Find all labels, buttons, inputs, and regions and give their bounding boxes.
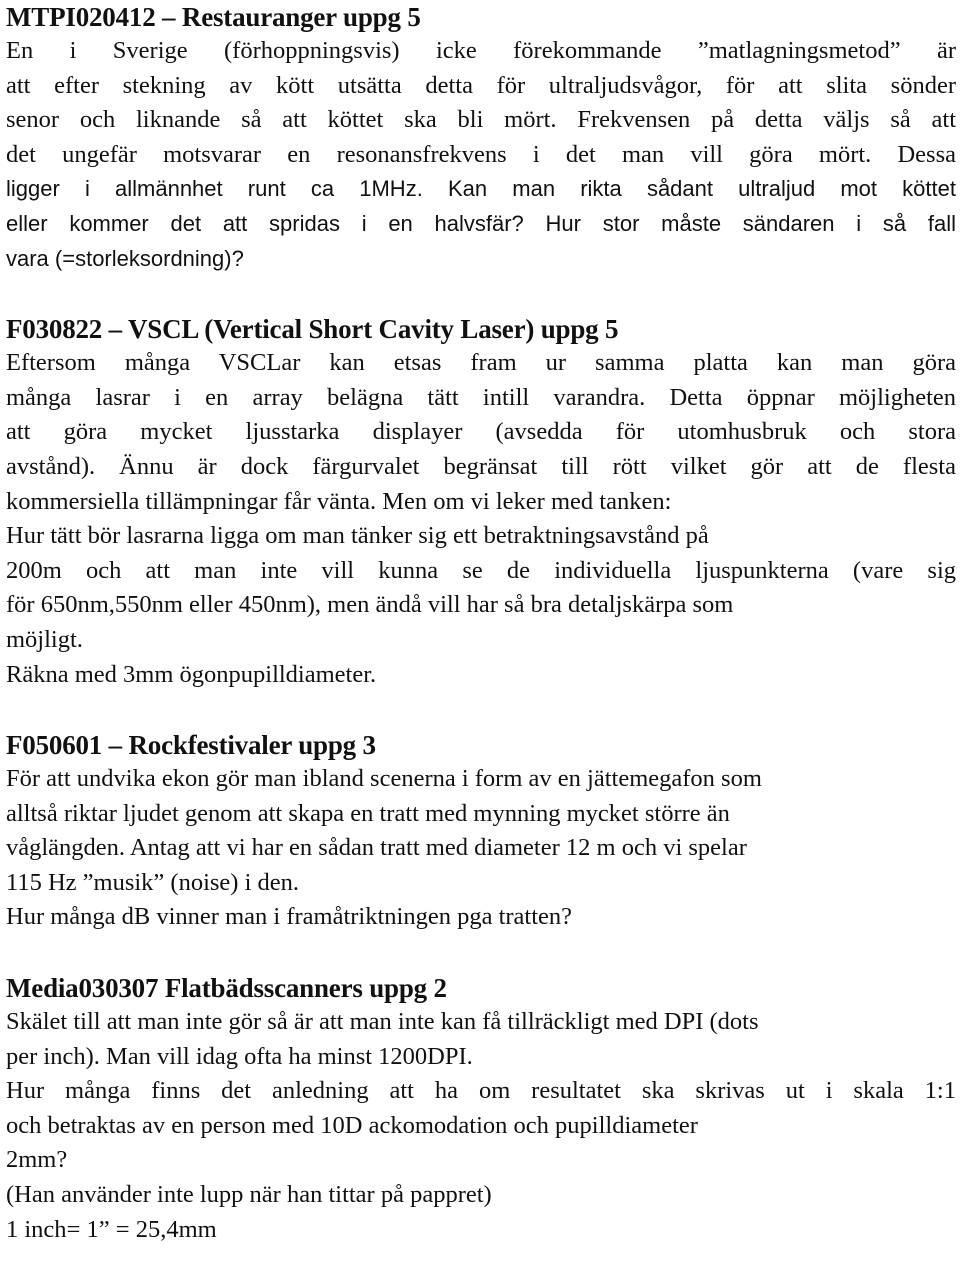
text-line: möjligt. [6,625,83,653]
text-line: Hur många dB vinner man i framåtriktningen pga tratten? [6,903,573,931]
text-line: senor och liknande så att köttet ska bli mört. Frekvensen på detta väljs så att [6,106,956,134]
text-line: det ungefär motsvarar en resonansfrekvens i det man vill göra mört. Dessa [6,140,956,168]
text-line: avstånd). Ännu är dock färgurvalet begränsat till rött vilket gör att de flesta [6,452,956,480]
text-line: för 650nm,550nm eller 450nm), men ändå vill har så bra detaljskärpa som [6,591,734,619]
text-line: Hur många finns det anledning att ha om resultatet ska skrivas ut i skala 1:1 [6,1077,956,1105]
text-line: att efter stekning av kött utsätta detta för ultraljudsvågor, för att slita sönder [6,71,956,99]
section-spacer [6,692,956,728]
text-line: Hur tätt bör lasrarna ligga om man tänker sig ett betraktningsavstånd på [6,522,709,550]
problem-section-flatbadsscanners [6,971,956,1247]
section-spacer [6,276,956,312]
text-line: 1 inch= 1” = 25,4mm [6,1215,217,1243]
text-line: (Han använder inte lupp när han tittar på pappret) [6,1181,492,1209]
section-heading: F050601 – Rockfestivaler uppg 3 [6,730,376,761]
document-page [6,0,956,1247]
problem-section-rockfestivaler [6,728,956,935]
section-heading: F030822 – VSCL (Vertical Short Cavity Laser) uppg 5 [6,314,619,345]
text-line: kommersiella tillämpningar får vänta. Men om vi leker med tanken: [6,487,672,515]
text-line: vara (=storleksordning)? [6,245,244,271]
text-line: Eftersom många VSCLar kan etsas fram ur samma platta kan man göra [6,349,956,377]
section-spacer [6,935,956,971]
text-line: Räkna med 3mm ögonpupilldiameter. [6,660,377,688]
problem-section-vscl [6,312,956,692]
text-line: eller kommer det att spridas i en halvsfär? Hur stor måste sändaren i så fall [6,210,956,236]
text-line: En i Sverige (förhoppningsvis) icke förekommande ”matlagningsmetod” är [6,37,956,64]
problem-section-restauranger [6,0,956,276]
text-line: 115 Hz ”musik” (noise) i den. [6,868,300,896]
section-heading: Media030307 Flatbädsscanners uppg 2 [6,973,447,1004]
text-line: 2mm? [6,1146,68,1174]
text-line: och betraktas av en person med 10D ackomodation och pupilldiameter [6,1111,698,1139]
text-line: 200m och att man inte vill kunna se de individuella ljuspunkterna (vare sig [6,556,956,584]
text-line: per inch). Man vill idag ofta ha minst 1200DPI. [6,1042,473,1070]
text-line: våglängden. Antag att vi har en sådan tratt med diameter 12 m och vi spelar [6,834,747,862]
text-line: ligger i allmännhet runt ca 1MHz. Kan man rikta sådant ultraljud mot köttet [6,176,956,202]
text-line: Skälet till att man inte gör så är att man inte kan få tillräckligt med DPI (dots [6,1008,759,1036]
text-line: För att undvika ekon gör man ibland scenerna i form av en jättemegafon som [6,765,762,793]
text-line: att göra mycket ljusstarka displayer (avsedda för utomhusbruk och stora [6,418,956,446]
text-line: alltså riktar ljudet genom att skapa en tratt med mynning mycket större än [6,799,730,827]
text-line: många lasrar i en array belägna tätt intill varandra. Detta öppnar möjligheten [6,383,956,411]
section-heading: MTPI020412 – Restauranger uppg 5 [6,2,421,32]
